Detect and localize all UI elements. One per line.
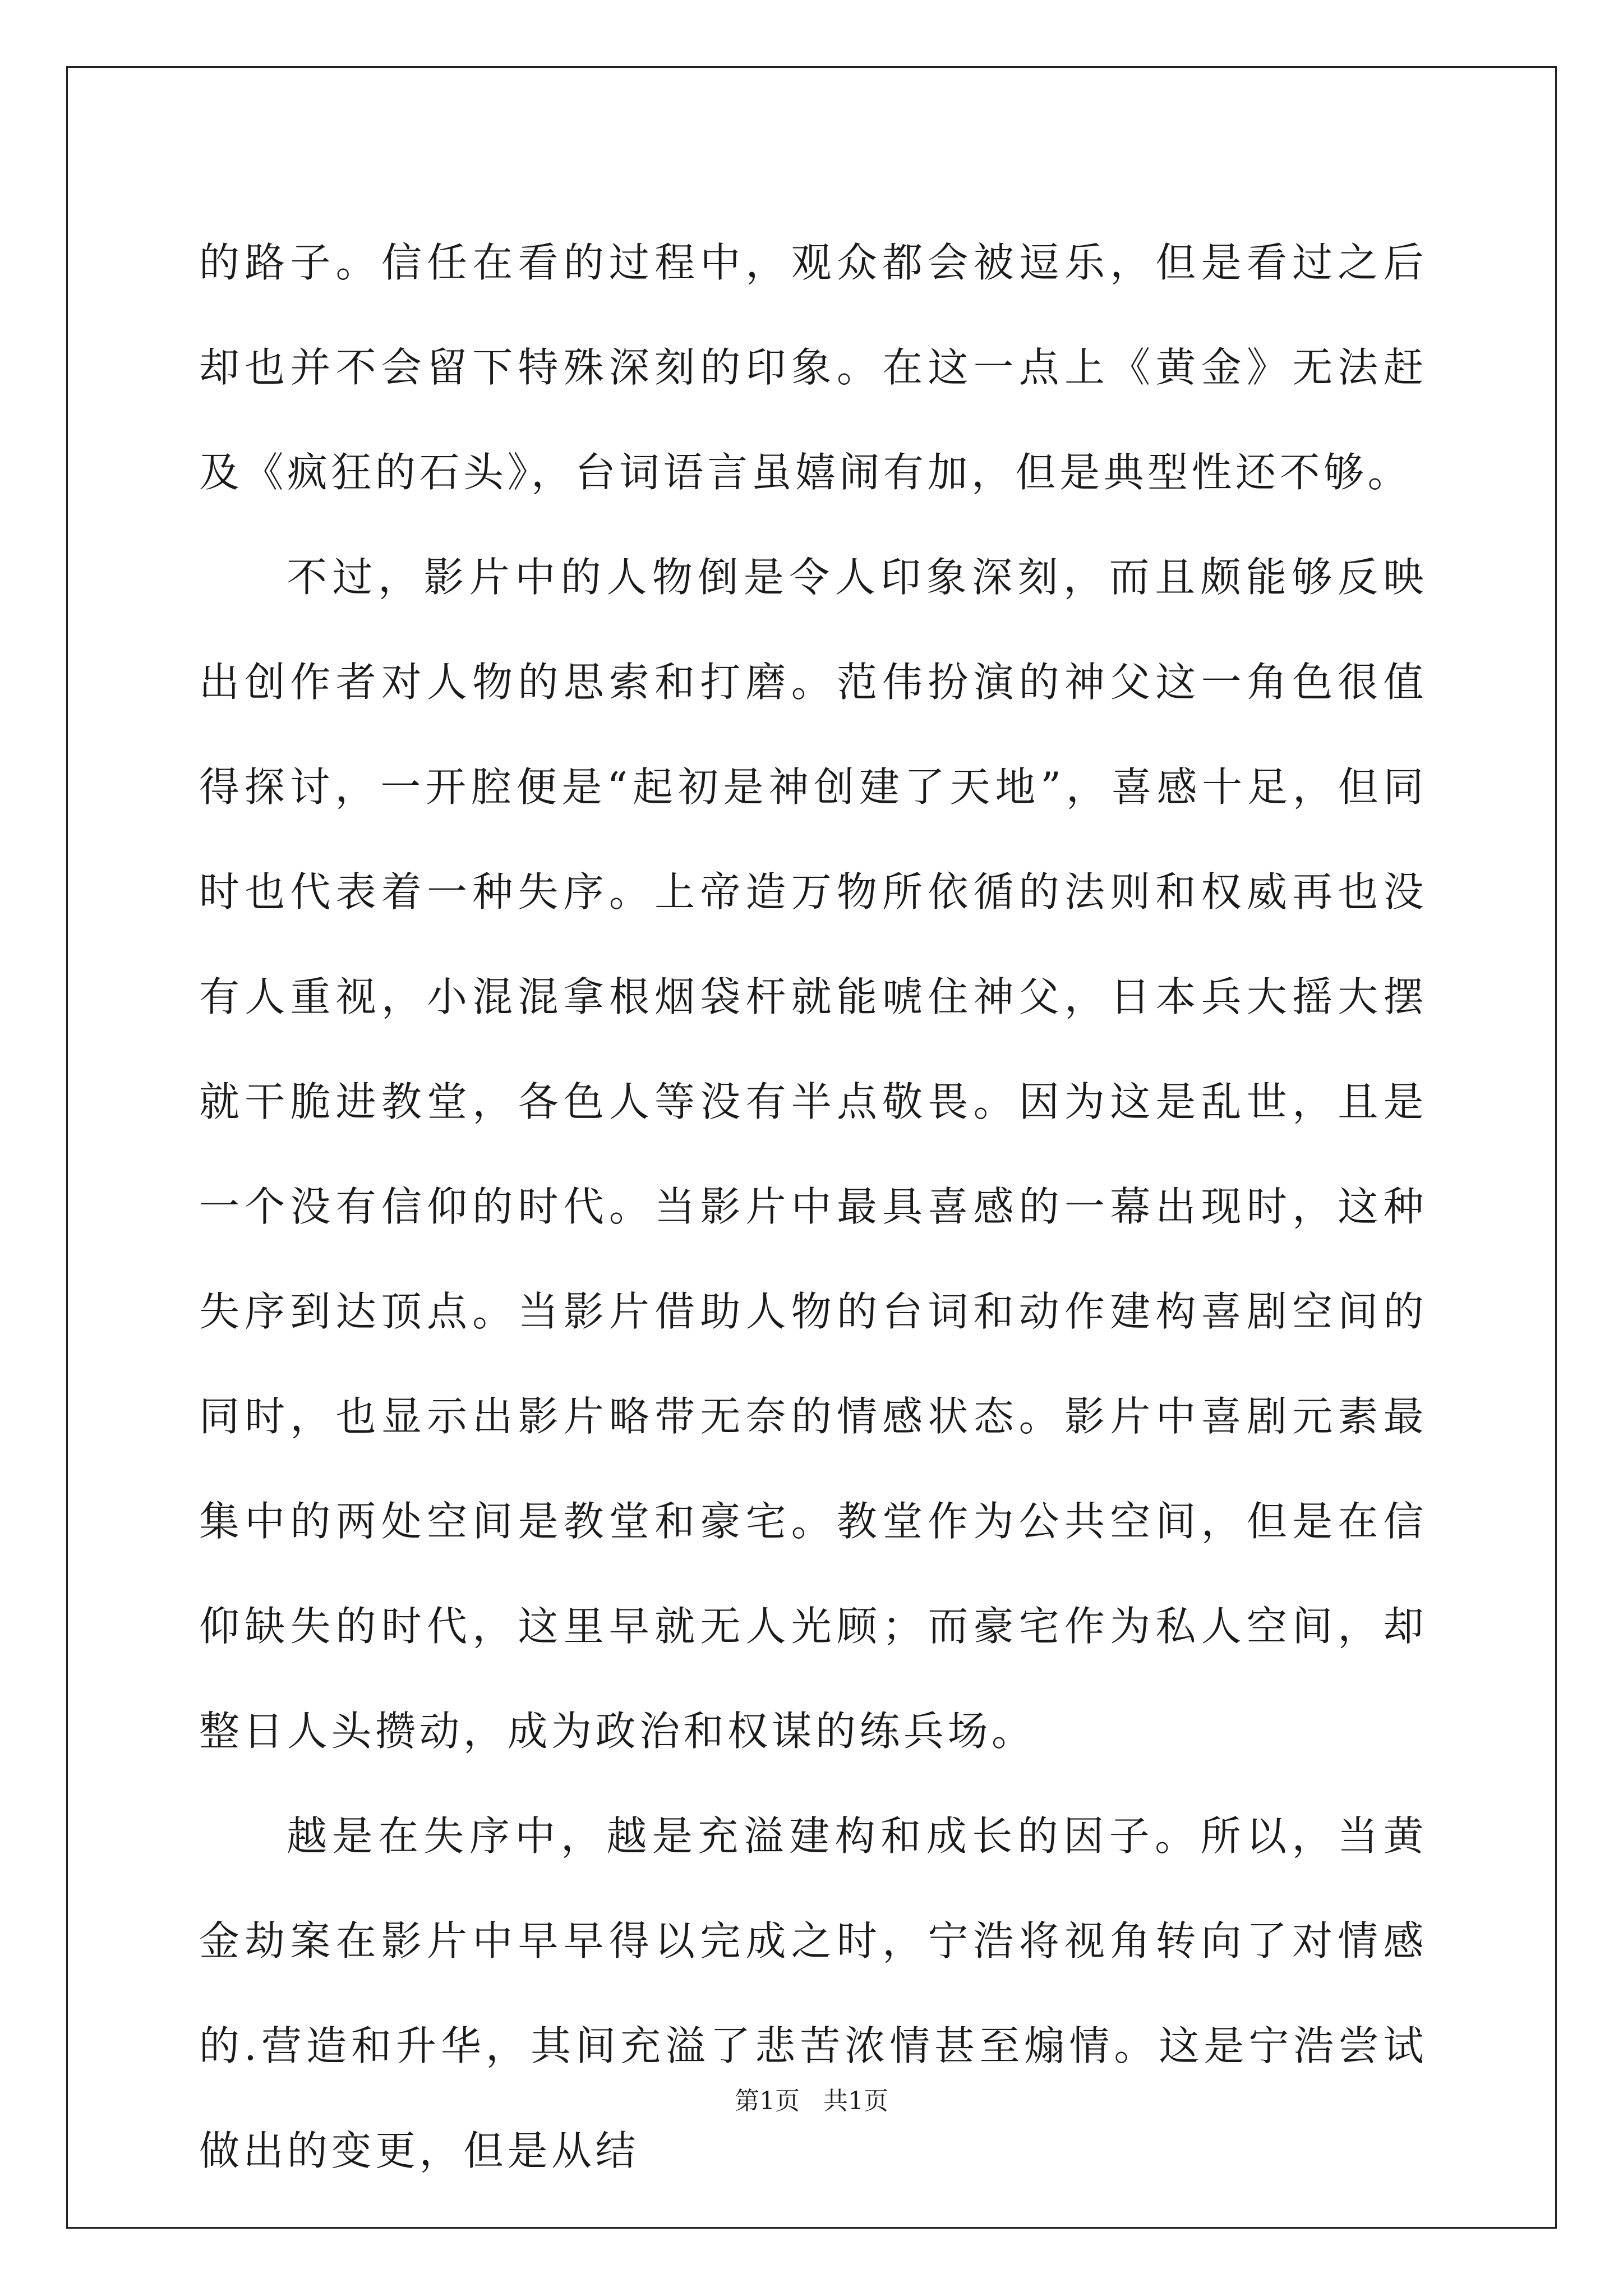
page-number: 第1页 [735,2087,800,2115]
page-total: 共1页 [823,2087,888,2115]
page-footer [0,2086,1623,2117]
document-body [199,210,1427,2203]
paragraph: 不过，影片中的人物倒是令人印象深刻，而且颇能够反映出创作者对人物的思索和打磨。范伟扮演的神父这一角色很值得探讨，一开腔便是“起初是神创建了天地”，喜感十足，但同时也代表着一种失序。上帝造万物所依循的法则和权威再也没有人重视，小混混拿根烟袋杆就能唬住神父，日本兵大摇大摆就干脆进教堂，各色人等没有半点敬畏。因为这是乱世，且是一个没有信仰的时代。当影片中最具喜感的一幕出现时，这种失序到达顶点。当影片借助人物的台词和动作建构喜剧空间的同时，也显示出影片略带无奈的情感状态。影片中喜剧元素最集中的两处空间是教堂和豪宅。教堂作为公共空间，但是在信仰缺失的时代，这里早就无人光顾；而豪宅作为私人空间，却整日人头攒动，成为政治和权谋的练兵场。 [199,554,1427,1755]
paragraph: 的路子。信任在看的过程中，观众都会被逗乐，但是看过之后却也并不会留下特殊深刻的印象。在这一点上《黄金》无法赶及《疯狂的石头》，台词语言虽嬉闹有加，但是典型性还不够。 [199,239,1427,496]
paragraph: 越是在失序中，越是充溢建构和成长的因子。所以，当黄金劫案在影片中早早得以完成之时，宁浩将视角转向了对情感的.营造和升华，其间充溢了悲苦浓情甚至煽情。这是宁浩尝试做出的变更，但是从结 [199,1812,1427,2174]
